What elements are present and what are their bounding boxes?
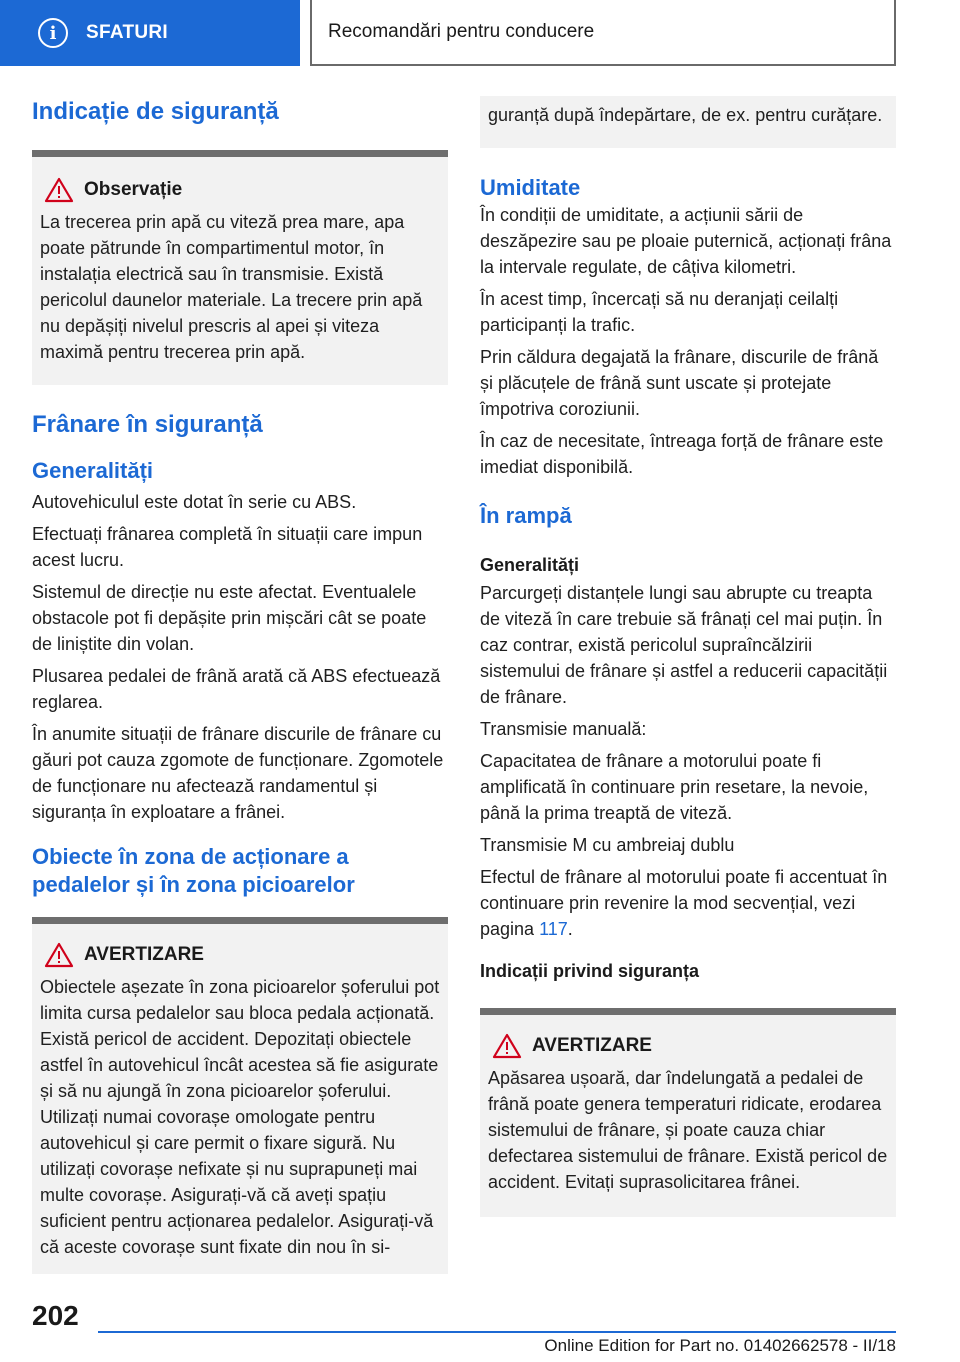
warning-text: Apăsarea ușoară, dar îndelungată a pedalei de frână poate genera temperaturi ridicate, erodarea sistemului de frânare, și poate cauza chiar defectarea sistemului de frânare. Există pericol de accident. Evitați suprasolicitarea frânei. [488, 1068, 888, 1192]
paragraph: În anumite situații de frânare discurile de frânare cu găuri pot cauza zgomote de funcționare. Zgomotele de funcționare nu afectează randamentul și siguranța în exploatare a frânei. [32, 724, 444, 822]
note-title-row [40, 177, 440, 203]
paragraph-end: . [567, 919, 573, 939]
section-title: SFATURI [86, 22, 168, 43]
warning-title: AVERTIZARE [532, 1035, 652, 1056]
warning-triangle-icon [44, 177, 74, 203]
paragraph: În acest timp, încercați să nu deranjați ceilalți participanți la trafic. [480, 289, 839, 335]
footer-divider [98, 1331, 896, 1333]
paragraph-with-link [480, 864, 896, 942]
note-title: Observație [84, 179, 183, 200]
warning-triangle-icon [44, 942, 74, 968]
chapter-tab [310, 0, 896, 66]
heading-ramp-general: Generalități [480, 555, 580, 575]
paragraph: Transmisie manuală: [480, 719, 647, 739]
note-text: La trecerea prin apă cu viteză prea mare, apa poate pătrunde în compartimentul motor, în instalația electrică sau în transmisie. Există pericolul daunelor materiale. La trecere prin apă nu depășiți nivelul prescris al apei și viteza maximă pentru trecerea prin apă. [40, 212, 423, 362]
warning-text-continued: guranță după îndepărtare, de ex. pentru curățare. [488, 105, 883, 125]
edition-text: Online Edition for Part no. 01402662578 - II/18 [544, 1336, 896, 1355]
paragraph: Transmisie M cu ambreiaj dublu [480, 835, 735, 855]
paragraph: Autovehiculul este dotat în serie cu ABS. [32, 492, 357, 512]
heading-ramp: În rampă [480, 503, 572, 528]
chapter-title: Recomandări pentru conducere [328, 21, 595, 42]
page-number: 202 [32, 1300, 79, 1331]
warning-box-continued [480, 96, 896, 148]
page-header [0, 0, 960, 66]
paragraph: Capacitatea de frânare a motorului poate fi amplificată în continuare prin resetare, la nevoie, până la prima treaptă de viteză. [480, 751, 869, 823]
paragraph: Sistemul de direcție nu este afectat. Eventualele obstacole pot fi depășite prin mișcări cât se poate de liniștite din volan. [32, 582, 427, 654]
heading-safety-info: Indicații privind siguranța [480, 961, 700, 981]
paragraph: Parcurgeți distanțele lungi sau abrupte cu treapta de viteză în care trebuie să frânați cel mai puțin. În caz contrar, există pericolul supraîncălzirii sistemului de frânare și astfel a reducerii capacității de frânare. [480, 583, 888, 707]
paragraph-text: Efectul de frânare al motorului poate fi accentuat în continuare prin revenire la mod secvențial, vezi pagina [480, 867, 888, 939]
paragraph: Efectuați frânarea completă în situații care impun acest lucru. [32, 524, 423, 570]
warning-title-row [488, 1033, 888, 1059]
left-column [32, 96, 448, 1274]
heading-braking: Frânare în siguranță [32, 411, 263, 438]
warning-text: Obiectele așezate în zona picioarelor șoferului pot limita cursa pedalelor sau bloca pedala acționată. Există pericol de accident. Depozitați obiectele astfel în autovehicul încât acestea să fie asigurate și să nu ajungă în zona picioarelor șoferului. Utilizați numai covorașe omologate pentru autovehicul și care permit o fixare sigură. Nu utilizați covorașe nefixate și nu suprapuneți mai multe covorașe. Asigurați-vă că aveți spațiu suficient pentru acționarea pedalelor. Asigurați-vă că aceste covorașe sunt fixate din nou în si- [40, 977, 440, 1257]
warning-box [32, 917, 448, 1274]
warning-triangle-icon [492, 1033, 522, 1059]
paragraph: Prin căldura degajată la frânare, discurile de frână și plăcuțele de frână sunt uscate și protejate împotriva coroziunii. [480, 347, 879, 419]
warning-box-2 [480, 1008, 896, 1217]
paragraph: Plusarea pedalei de frână arată că ABS efectuează reglarea. [32, 666, 441, 712]
warning-title: AVERTIZARE [84, 944, 204, 965]
heading-humidity: Umiditate [480, 175, 581, 200]
warning-title-row [40, 942, 440, 968]
heading-objects: Obiecte în zona de acționare a pedalelor și în zona picioarelor [32, 844, 355, 897]
heading-general: Generalități [32, 458, 154, 483]
paragraph: În caz de necesitate, întreaga forță de frânare este imediat disponibilă. [480, 431, 884, 477]
heading-safety: Indicație de siguranță [32, 98, 279, 125]
page-reference-link[interactable]: 117 [539, 919, 568, 939]
section-tab [0, 0, 300, 66]
note-box [32, 150, 448, 385]
info-icon: i [38, 18, 68, 48]
paragraph: În condiții de umiditate, a acțiunii sării de deszăpezire sau pe ploaie puternică, acționați frâna la intervale regulate, de câțiva kilometri. [480, 205, 892, 277]
right-column [480, 96, 896, 1217]
